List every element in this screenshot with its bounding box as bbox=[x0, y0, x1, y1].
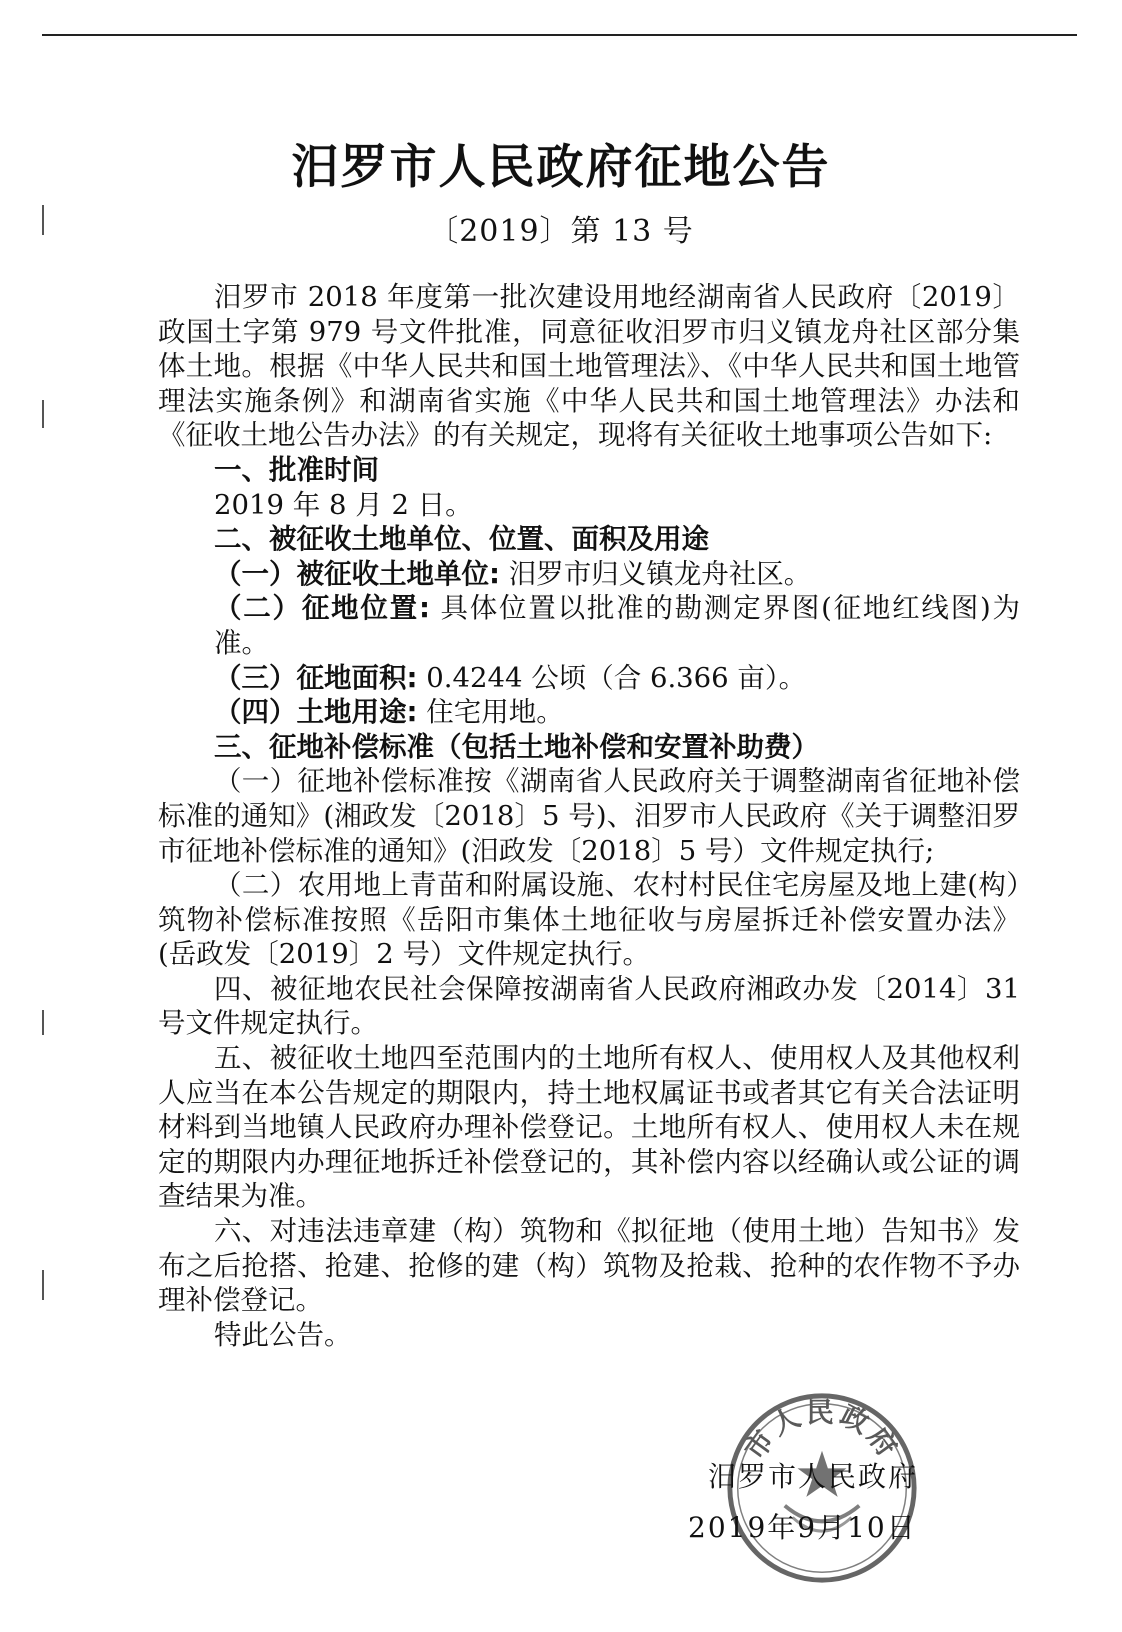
section-5-paragraph: 五、被征收土地四至范围内的土地所有权人、使用权人及其他权利人应当在本公告规定的期限内，持土地权属证书或者其它有关合法证明材料到当地镇人民政府办理补偿登记。土地所有权人、使用权人未在规定的期限内办理征地拆迁补偿登记的，其补偿内容以经确认或公证的调查结果为准。 bbox=[158, 1042, 1020, 1213]
item-label: （二）征地位置: bbox=[214, 592, 430, 625]
item-text: 具体位置以批准的勘测定界图(征地红线图)为准。 bbox=[214, 592, 1020, 659]
document-number: 〔2019〕第 13 号 bbox=[428, 214, 694, 249]
section-2-item bbox=[158, 661, 1020, 696]
section-1-text: 2019 年 8 月 2 日。 bbox=[214, 488, 473, 521]
item-label: （三）征地面积: bbox=[214, 661, 418, 694]
section-2-item bbox=[158, 695, 1020, 730]
signature-date: 2019年9月10日 bbox=[688, 1511, 917, 1544]
closing-text: 特此公告。 bbox=[214, 1318, 352, 1351]
item-text: 汨罗市归义镇龙舟社区。 bbox=[500, 557, 812, 590]
item-text: 住宅用地。 bbox=[417, 696, 564, 729]
section-4-paragraph: 四、被征地农民社会保障按湖南省人民政府湘政办发〔2014〕31 号文件规定执行。 bbox=[158, 972, 1020, 1040]
section-6-paragraph: 六、对违法违章建（构）筑物和《拟征地（使用土地）告知书》发布之后抢搭、抢建、抢修的建（构）筑物及抢栽、抢种的农作物不予办理补偿登记。 bbox=[158, 1215, 1020, 1317]
section-3-heading: 三、征地补偿标准（包括土地补偿和安置补助费） bbox=[214, 730, 819, 763]
item-label: （四）土地用途: bbox=[214, 696, 418, 729]
section-3-item: （一）征地补偿标准按《湖南省人民政府关于调整湖南省征地补偿标准的通知》(湘政发〔2018〕5 号)、汨罗市人民政府《关于调整汨罗市征地补偿标准的通知》(汨政发〔2018〕5 号）文件规定执行; bbox=[158, 765, 1020, 867]
section-2-item bbox=[158, 591, 1020, 660]
section-3-item: （二）农用地上青苗和附属设施、农村村民住宅房屋及地上建(构）筑物补偿标准按照《岳阳市集体土地征收与房屋拆迁补偿安置办法》(岳政发〔2019〕2 号）文件规定执行。 bbox=[158, 869, 1020, 971]
item-label: （一）被征收土地单位: bbox=[214, 557, 500, 590]
margin-mark bbox=[42, 1270, 44, 1300]
item-text: 0.4244 公顷（合 6.366 亩）。 bbox=[417, 661, 807, 694]
intro-paragraph: 汨罗市 2018 年度第一批次建设用地经湖南省人民政府〔2019〕政国土字第 979 号文件批准，同意征收汨罗市归义镇龙舟社区部分集体土地。根据《中华人民共和国土地管理法》、《中华人民共和国土地管理法实施条例》和湖南省实施《中华人民共和国土地管理法》办法和《征收土地公告办法》的有关规定，现将有关征收土地事项公告如下: bbox=[158, 281, 1020, 452]
section-2-heading: 二、被征收土地单位、位置、面积及用途 bbox=[214, 523, 709, 556]
top-rule bbox=[42, 34, 1077, 36]
signature-block bbox=[560, 1397, 1020, 1620]
section-2-item bbox=[158, 557, 1020, 592]
margin-mark bbox=[42, 1010, 44, 1035]
document-body bbox=[158, 280, 1020, 1352]
section-1-heading: 一、批准时间 bbox=[214, 453, 379, 486]
signature-org: 汨罗市人民政府 bbox=[708, 1460, 919, 1493]
margin-mark bbox=[42, 400, 44, 428]
page-title: 汨罗市人民政府征地公告 bbox=[291, 140, 831, 195]
seal-text: 市人民政府 bbox=[739, 1397, 905, 1466]
